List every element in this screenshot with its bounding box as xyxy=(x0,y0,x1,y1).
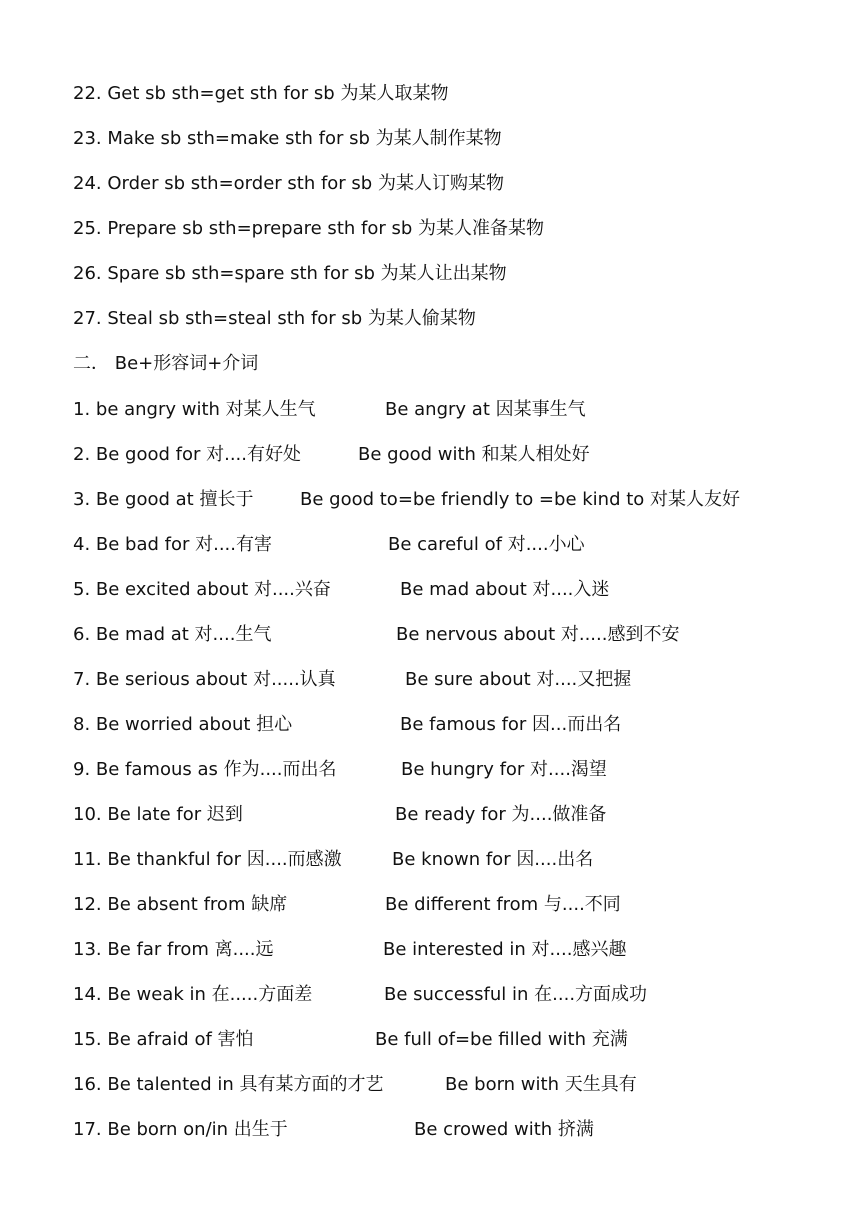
phrase-left: 13. Be far from 离....远 xyxy=(73,939,274,960)
phrase-right: Be famous for 因...而出名 xyxy=(400,714,622,735)
phrase-right: Be good to=be friendly to =be kind to 对某人友好 xyxy=(300,489,741,510)
phrase-row-13 xyxy=(73,936,627,964)
phrase-right: Be successful in 在....方面成功 xyxy=(384,984,648,1005)
phrase-row-10 xyxy=(73,801,607,829)
phrase-right: Be full of=be filled with 充满 xyxy=(375,1029,628,1050)
phrase-line-24: 24. Order sb sth=order sth for sb 为某人订购某物 xyxy=(73,173,504,194)
phrase-right: Be ready for 为....做准备 xyxy=(395,804,607,825)
section-heading: 二． Be+形容词+介词 xyxy=(73,353,259,374)
phrase-line-25: 25. Prepare sb sth=prepare sth for sb 为某人准备某物 xyxy=(73,218,544,239)
phrase-row-11 xyxy=(73,846,594,874)
phrase-left: 14. Be weak in 在.....方面差 xyxy=(73,984,313,1005)
phrase-right: Be nervous about 对.....感到不安 xyxy=(396,624,680,645)
phrase-row-1 xyxy=(73,396,586,424)
phrase-line-23: 23. Make sb sth=make sth for sb 为某人制作某物 xyxy=(73,128,502,149)
phrase-row-5 xyxy=(73,576,610,604)
phrase-left: 16. Be talented in 具有某方面的才艺 xyxy=(73,1074,384,1095)
phrase-left: 8. Be worried about 担心 xyxy=(73,714,293,735)
phrase-left: 10. Be late for 迟到 xyxy=(73,804,243,825)
phrase-row-6 xyxy=(73,621,680,649)
phrase-left: 12. Be absent from 缺席 xyxy=(73,894,288,915)
phrase-row-3 xyxy=(73,486,741,514)
phrase-left: 2. Be good for 对....有好处 xyxy=(73,444,301,465)
phrase-right: Be sure about 对....又把握 xyxy=(405,669,632,690)
phrase-right: Be angry at 因某事生气 xyxy=(385,399,586,420)
phrase-right: Be different from 与....不同 xyxy=(385,894,621,915)
phrase-row-14 xyxy=(73,981,648,1009)
phrase-right: Be careful of 对....小心 xyxy=(388,534,585,555)
phrase-left: 5. Be excited about 对....兴奋 xyxy=(73,579,331,600)
phrase-left: 15. Be afraid of 害怕 xyxy=(73,1029,254,1050)
phrase-left: 4. Be bad for 对....有害 xyxy=(73,534,273,555)
phrase-line-26: 26. Spare sb sth=spare sth for sb 为某人让出某物 xyxy=(73,263,507,284)
phrase-right: Be interested in 对....感兴趣 xyxy=(383,939,627,960)
phrase-row-2 xyxy=(73,441,590,469)
phrase-row-16 xyxy=(73,1071,637,1099)
phrase-line-22: 22. Get sb sth=get sth for sb 为某人取某物 xyxy=(73,83,449,104)
phrase-row-4 xyxy=(73,531,585,559)
phrase-row-12 xyxy=(73,891,621,919)
phrase-row-9 xyxy=(73,756,607,784)
phrase-right: Be good with 和某人相处好 xyxy=(358,444,590,465)
phrase-right: Be born with 天生具有 xyxy=(445,1074,637,1095)
phrase-left: 17. Be born on/in 出生于 xyxy=(73,1119,288,1140)
phrase-right: Be mad about 对....入迷 xyxy=(400,579,610,600)
phrase-line-27: 27. Steal sb sth=steal sth for sb 为某人偷某物 xyxy=(73,308,476,329)
phrase-right: Be crowed with 挤满 xyxy=(414,1119,594,1140)
phrase-left: 7. Be serious about 对.....认真 xyxy=(73,669,336,690)
phrase-row-15 xyxy=(73,1026,628,1054)
phrase-left: 9. Be famous as 作为....而出名 xyxy=(73,759,337,780)
phrase-left: 3. Be good at 擅长于 xyxy=(73,489,254,510)
phrase-row-7 xyxy=(73,666,632,694)
phrase-right: Be known for 因....出名 xyxy=(392,849,594,870)
phrase-row-17 xyxy=(73,1116,594,1144)
phrase-left: 1. be angry with 对某人生气 xyxy=(73,399,316,420)
phrase-left: 6. Be mad at 对....生气 xyxy=(73,624,272,645)
phrase-right: Be hungry for 对....渴望 xyxy=(401,759,607,780)
phrase-left: 11. Be thankful for 因....而感激 xyxy=(73,849,342,870)
phrase-row-8 xyxy=(73,711,622,739)
